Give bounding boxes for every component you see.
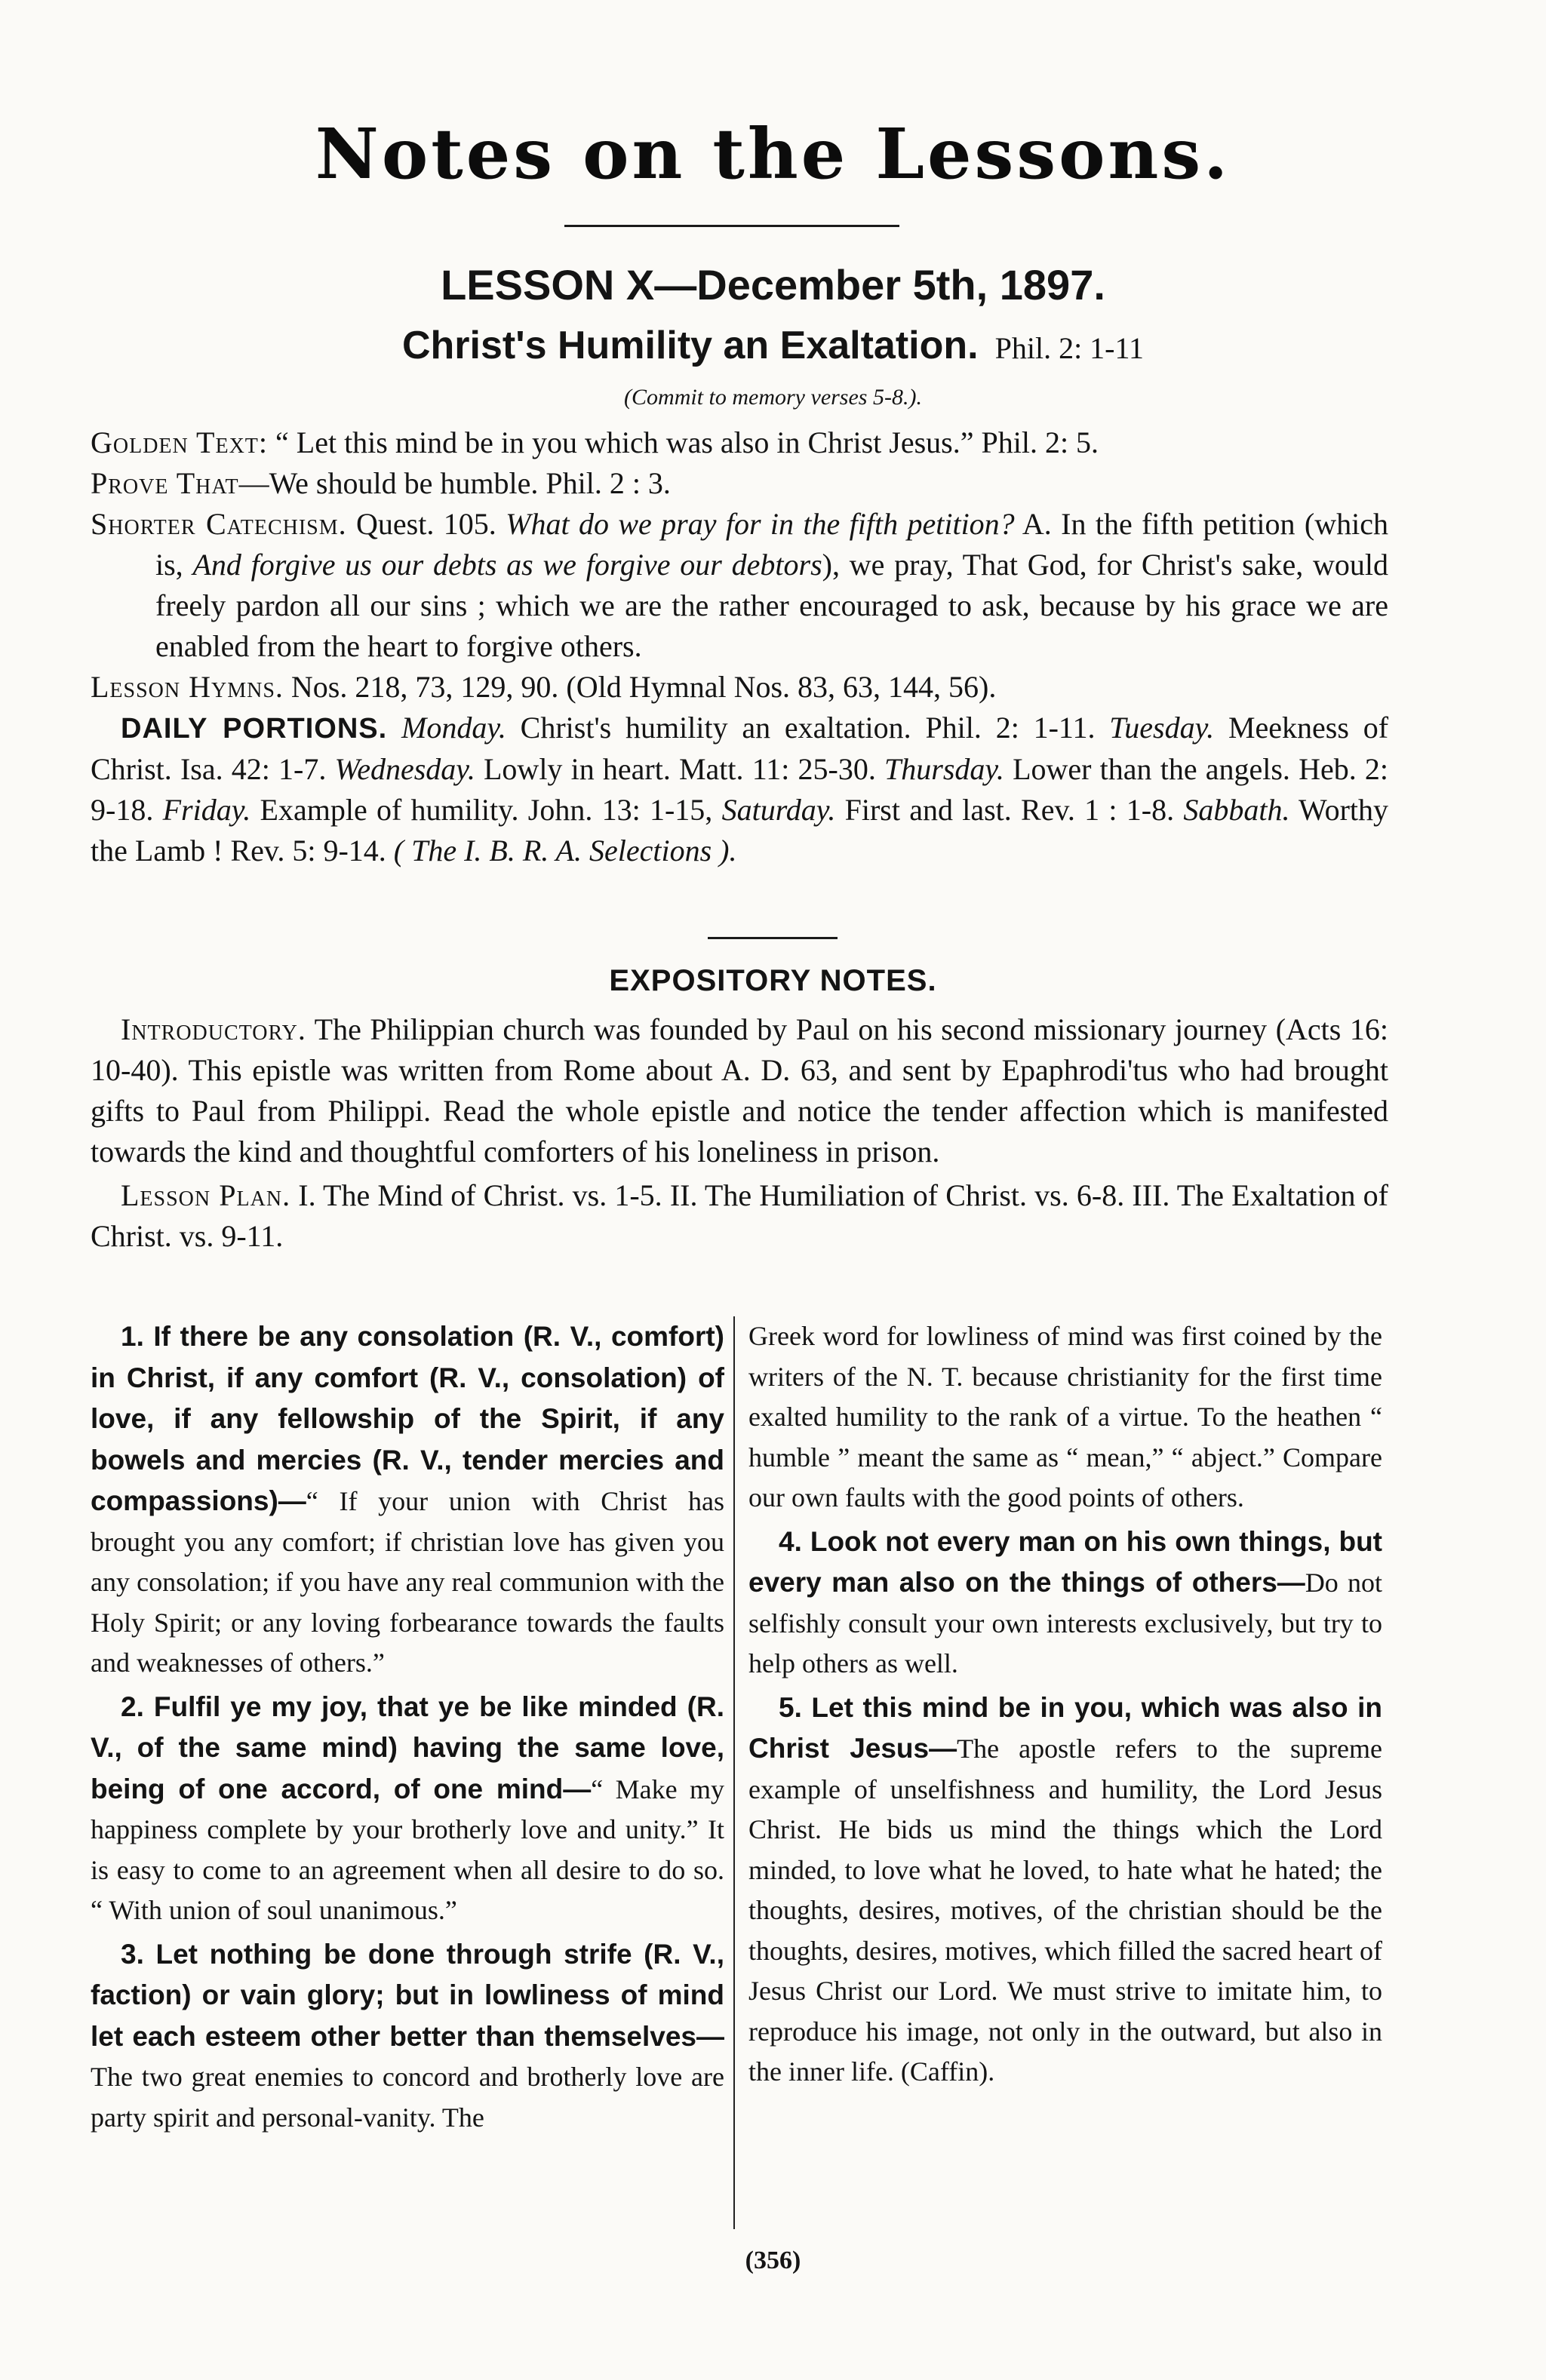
masthead-title: Notes on the Lessons. <box>315 113 1231 195</box>
subject-title: Christ's Humility an Exaltation. <box>401 324 979 367</box>
shorter-catechism <box>91 504 1388 667</box>
portion-wednesday: Lowly in heart. Matt. 11: 25-30. <box>484 752 876 786</box>
portion-friday: Example of humility. John. 13: 1-15, <box>260 793 713 827</box>
note-verse-2 <box>91 1687 724 1931</box>
catechism-question: What do we pray for in the fifth petition? <box>506 507 1015 541</box>
lesson-plan-text: I. The Mind of Christ. vs. 1-5. II. The Humiliation of Christ. vs. 6-8. III. The Exaltation of Christ. vs. 9-11. <box>91 1178 1389 1253</box>
introductory-paragraph <box>91 1009 1388 1172</box>
lesson-heading: LESSON X—December 5th, 1897. <box>441 261 1105 309</box>
column-divider <box>733 1316 735 2229</box>
verse-text: 4. Look not every man on his own things, but every man also on the things of others— <box>748 1525 1382 1598</box>
subject-reference: Phil. 2: 1-11 <box>994 331 1145 365</box>
daily-portions-label: DAILY PORTIONS. <box>121 713 388 745</box>
note-verse-5 <box>748 1687 1382 2093</box>
prove-that-body: —We should be humble. Phil. 2 : 3. <box>238 466 671 500</box>
catechism-label: Shorter Catechism. <box>91 507 347 541</box>
section-rule <box>708 937 838 939</box>
catechism-quest: Quest. 105. <box>356 507 496 541</box>
prove-that <box>91 463 1388 504</box>
verse-comment: “ If your union with Christ has brought you any comfort; if christian love has given you any consolation; if you have any real communion with the Holy Spirit; or any loving forbearance towards the faults and weaknesses of others.” <box>91 1486 724 1678</box>
lesson-plan-label: Lesson Plan. <box>121 1178 291 1212</box>
note-verse-4 <box>748 1522 1382 1684</box>
portion-saturday: First and last. Rev. 1 : 1-8. <box>844 793 1175 827</box>
catechism-answer-prefix: A. In the fifth petition (which is, <box>155 507 1389 582</box>
introductory-text: The Philippian church was founded by Paul on his second missionary journey (Acts 16: 10-40). This epistle was written from Rome about A. D. 63, and sent by Epaphrodi'tus who had brought gifts to Paul from Philippi. Read the whole epistle and notice the tender affection which is manifested towards the kind and thoughtful comforters of his loneliness in prison. <box>91 1012 1389 1169</box>
verse-comment: The apostle refers to the supreme example of unselfishness and humility, the Lord Jesus Christ. He bids us mind the things which the Lord minded, to love what he loved, to hate what he hated; the thoughts, desires, motives, of the christian should be the thoughts, desires, motives, which filled the sacred heart of Jesus Christ our Lord. We must strive to imitate him, to reproduce his image, not only in the outward, but also in the inner life. (Caffin). <box>748 1734 1382 2087</box>
day-friday: Friday. <box>162 793 251 827</box>
verse-comment: Do not selfishly consult your own interests exclusively, but try to help others as well. <box>748 1568 1383 1678</box>
verse-text: 1. If there be any consolation (R. V., comfort) in Christ, if any comfort (R. V., consolation) of love, if any fellowship of the Spirit, if any bowels and mercies (R. V., tender mercies and compassions)— <box>91 1321 724 1516</box>
verse-text: 3. Let nothing be done through strife (R. V., faction) or vain glory; but in lowliness of mind let each esteem other better than themselves— <box>91 1938 724 2052</box>
golden-text-body: “ Let this mind be in you which was also in Christ Jesus.” Phil. 2: 5. <box>275 425 1099 459</box>
prove-that-label: Prove That <box>91 466 239 500</box>
expository-intro <box>91 1009 1388 1257</box>
note-verse-3 <box>91 1934 724 2139</box>
daily-portions-source: ( The I. B. R. A. Selections ). <box>393 834 737 868</box>
masthead-rule <box>564 225 899 227</box>
day-tuesday: Tuesday. <box>1109 711 1215 745</box>
notes-column-left <box>91 1316 724 2138</box>
lesson-subject <box>0 323 1546 368</box>
verse-comment: Greek word for lowliness of mind was first coined by the writers of the N. T. because christianity for the first time exalted humility to the rank of a virtue. To the heathen “ humble ” meant the same as “ mean,” “ abject.” Compare our own faults with the good points of others. <box>748 1321 1382 1512</box>
page-number: (356) <box>745 2246 801 2274</box>
notes-column-right <box>748 1316 1382 2093</box>
day-thursday: Thursday. <box>884 752 1004 786</box>
memory-note: (Commit to memory verses 5-8.). <box>624 385 922 410</box>
lesson-hymns-text: Nos. 218, 73, 129, 90. (Old Hymnal Nos. 83, 63, 144, 56). <box>290 670 997 704</box>
verse-comment: “ Make my happiness complete by your brotherly love and unity.” It is easy to come to an agreement when all desire to do so. “ With union of soul unanimous.” <box>91 1773 724 1925</box>
golden-text-label: Golden Text: <box>91 425 269 459</box>
day-saturday: Saturday. <box>721 793 836 827</box>
day-sabbath: Sabbath. <box>1183 793 1290 827</box>
verse-text: 2. Fulfil ye my joy, that ye be like minded (R. V., of the same mind) having the same love, being of one accord, of one mind— <box>91 1691 724 1804</box>
portion-tuesday: Meekness of Christ. Isa. 42: 1-7. <box>91 711 1389 786</box>
expository-heading: EXPOSITORY NOTES. <box>609 964 937 997</box>
daily-portions <box>91 708 1388 871</box>
lesson-hymns-label: Lesson Hymns. <box>91 670 284 704</box>
note-verse-1 <box>91 1316 724 1684</box>
catechism-petition: And forgive us our debts as we forgive our debtors <box>192 548 822 582</box>
lesson-hymns <box>91 667 1388 708</box>
day-monday: Monday. <box>401 711 506 745</box>
introductory-label: Introductory. <box>121 1012 306 1046</box>
note-verse-3-continued <box>748 1316 1382 1519</box>
portion-sabbath: Worthy the Lamb ! Rev. 5: 9-14. <box>91 793 1389 868</box>
verse-text: 5. Let this mind be in you, which was also in Christ Jesus— <box>748 1691 1382 1764</box>
catechism-answer-rest: ), we pray, That God, for Christ's sake, would freely pardon all our sins ; which we are the rather encouraged to ask, because by his grace we are enabled from the heart to forgive others. <box>155 548 1389 663</box>
lesson-helps <box>91 422 1388 871</box>
lesson-plan <box>91 1175 1388 1257</box>
golden-text <box>91 422 1388 463</box>
portion-monday: Christ's humility an exaltation. Phil. 2: 1-11. <box>520 711 1096 745</box>
verse-comment: The two great enemies to concord and brotherly love are party spirit and personal-vanity. The <box>91 2062 724 2133</box>
day-wednesday: Wednesday. <box>334 752 475 786</box>
portion-thursday: Lower than the angels. Heb. 2: 9-18. <box>91 752 1389 827</box>
